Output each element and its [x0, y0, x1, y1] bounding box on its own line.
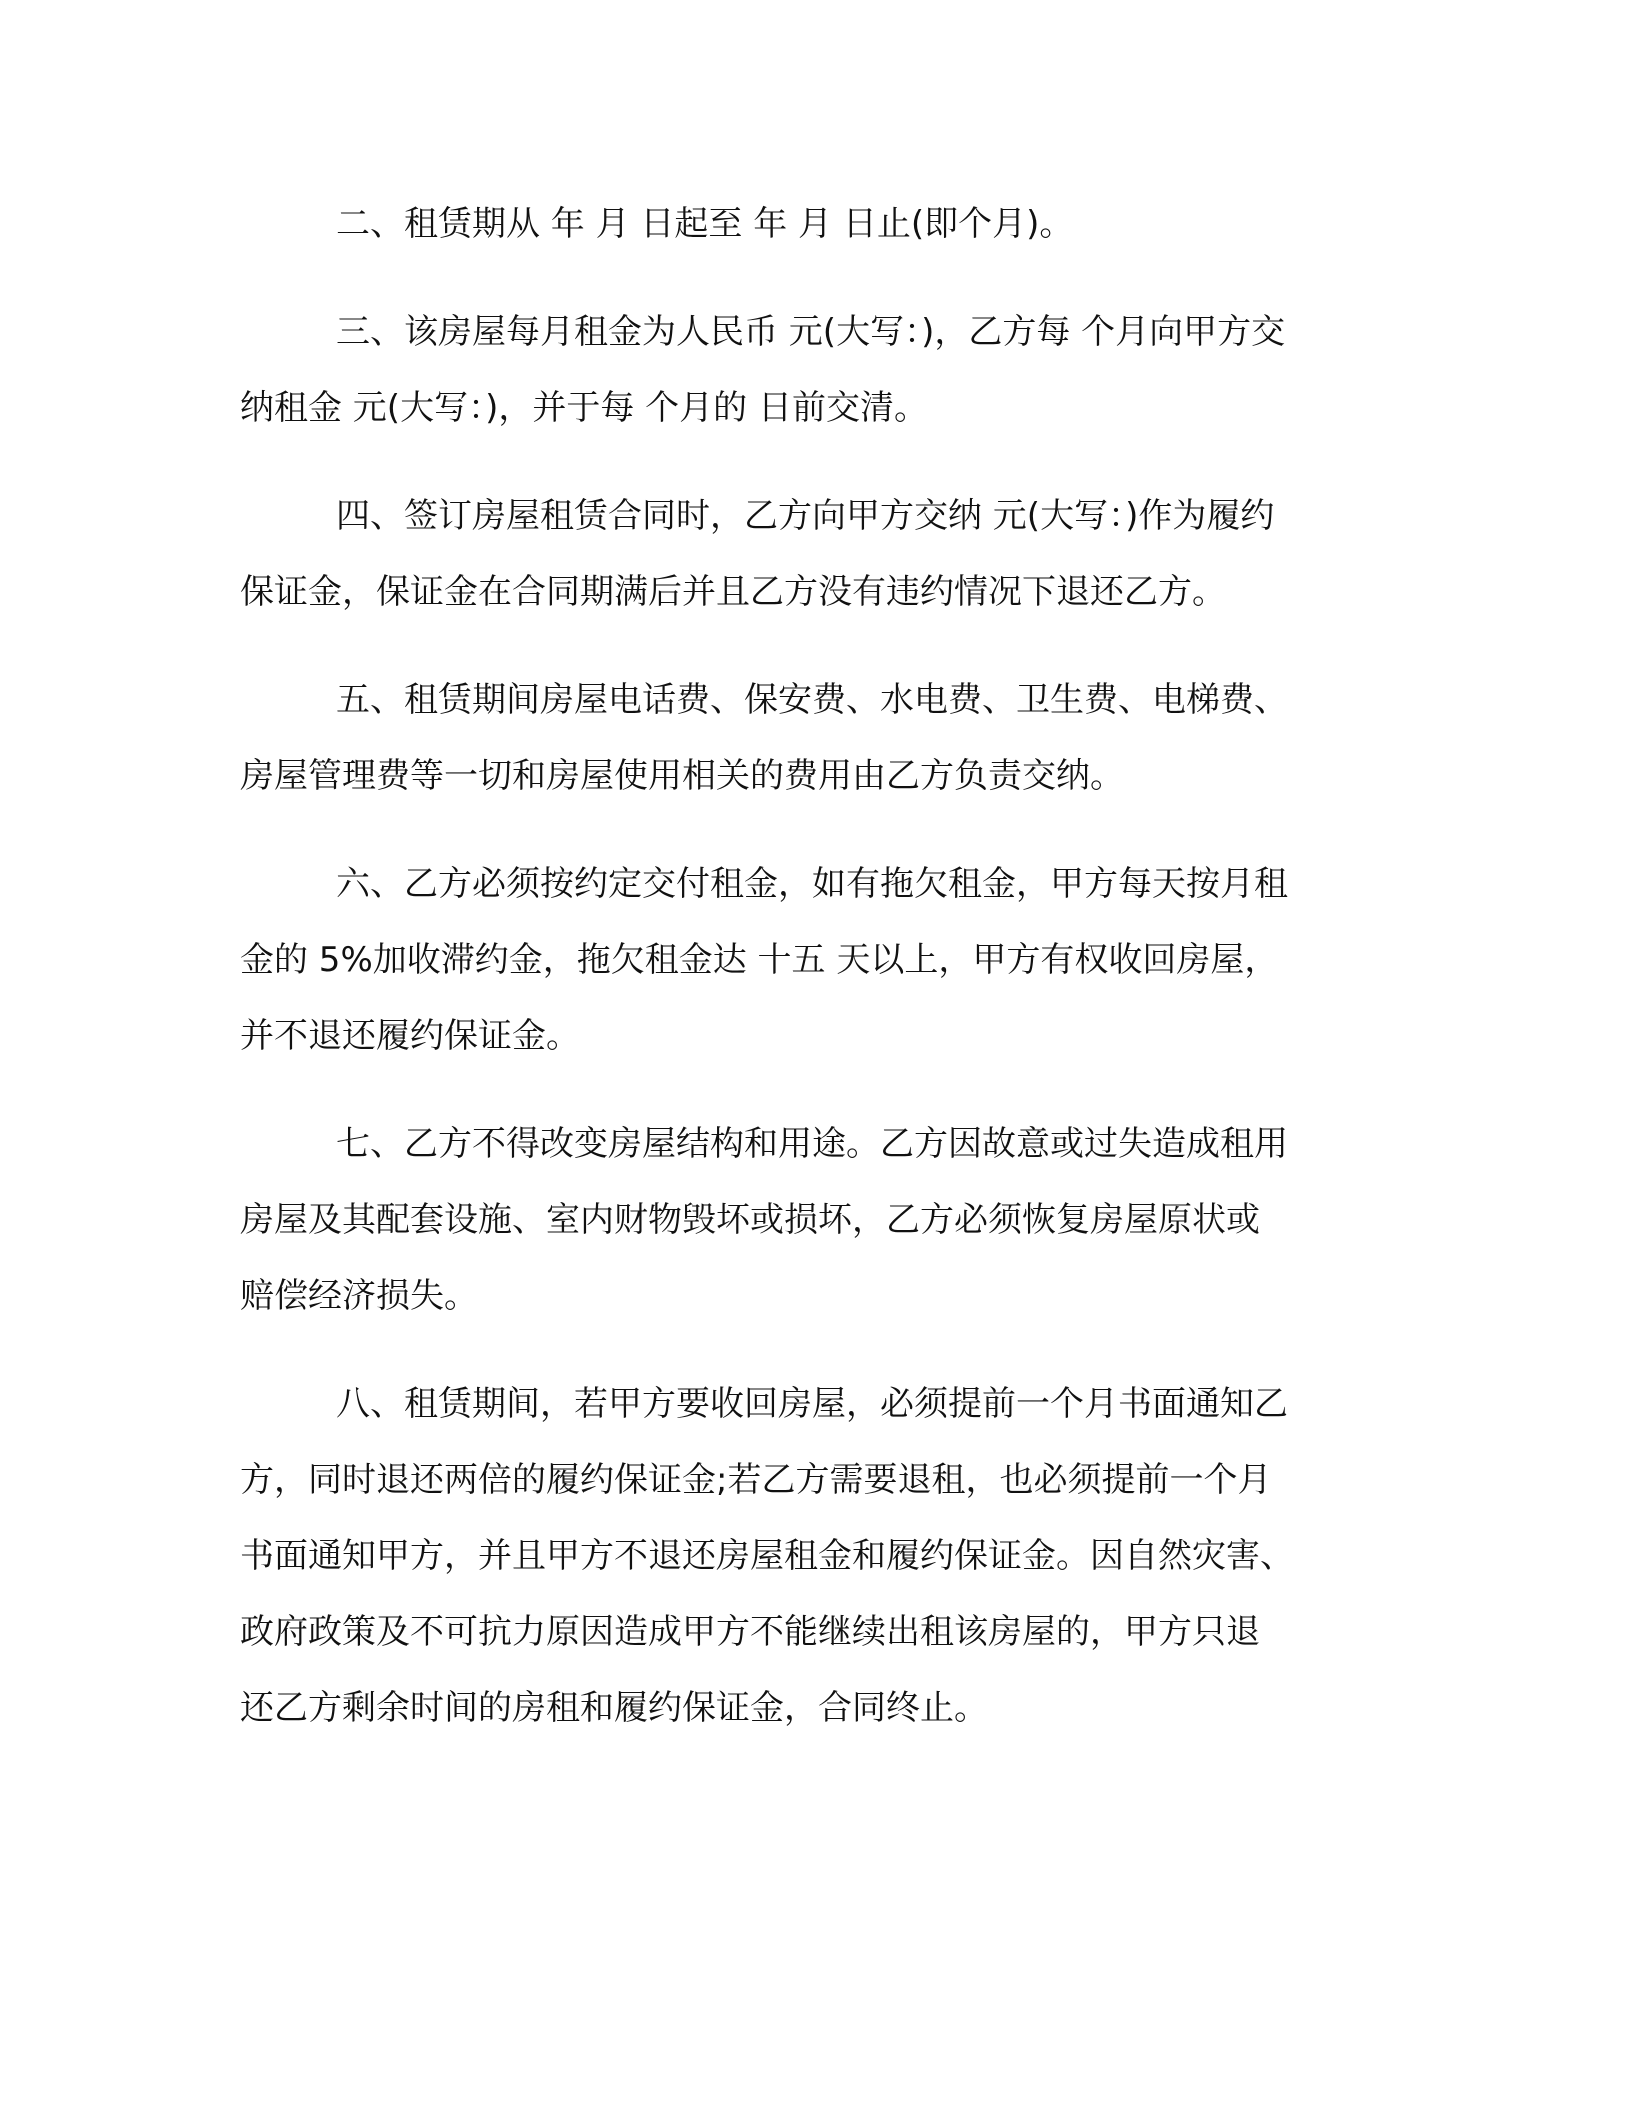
clause-8	[240, 1366, 1380, 1746]
clause-6	[240, 846, 1380, 1074]
clause-7-line-3: 赔偿经济损失。	[240, 1276, 478, 1316]
clause-8-line-2: 方，同时退还两倍的履约保证金;若乙方需要退租，也必须提前一个月	[240, 1460, 1272, 1500]
clause-3	[240, 294, 1380, 446]
clause-7-line-2: 房屋及其配套设施、室内财物毁坏或损坏，乙方必须恢复房屋原状或	[240, 1200, 1260, 1240]
document-body	[240, 186, 1380, 1778]
clause-6-line-3: 并不退还履约保证金。	[240, 1016, 580, 1056]
clause-8-line-1: 八、租赁期间，若甲方要收回房屋，必须提前一个月书面通知乙	[336, 1384, 1288, 1424]
clause-3-line-2: 纳租金 元(大写：)，并于每 个月的 日前交清。	[240, 388, 928, 428]
clause-7	[240, 1106, 1380, 1334]
clause-8-line-3: 书面通知甲方，并且甲方不退还房屋租金和履约保证金。因自然灾害、	[240, 1536, 1294, 1576]
clause-5	[240, 662, 1380, 814]
clause-5-line-1: 五、租赁期间房屋电话费、保安费、水电费、卫生费、电梯费、	[336, 680, 1288, 720]
clause-2	[240, 186, 1380, 262]
clause-7-line-1: 七、乙方不得改变房屋结构和用途。乙方因故意或过失造成租用	[336, 1124, 1288, 1164]
clause-8-line-4: 政府政策及不可抗力原因造成甲方不能继续出租该房屋的，甲方只退	[240, 1612, 1260, 1652]
clause-4-line-1: 四、签订房屋租赁合同时，乙方向甲方交纳 元(大写：)作为履约	[336, 496, 1275, 536]
clause-6-line-2: 金的 5%加收滞约金，拖欠租金达 十五 天以上，甲方有权收回房屋，	[240, 940, 1279, 980]
clause-4-line-2: 保证金，保证金在合同期满后并且乙方没有违约情况下退还乙方。	[240, 572, 1226, 612]
clause-2-line-1: 二、租赁期从 年 月 日起至 年 月 日止(即个月)。	[336, 204, 1074, 244]
clause-5-line-2: 房屋管理费等一切和房屋使用相关的费用由乙方负责交纳。	[240, 756, 1124, 796]
clause-4	[240, 478, 1380, 630]
clause-3-line-1: 三、该房屋每月租金为人民币 元(大写：)，乙方每 个月向甲方交	[336, 312, 1286, 352]
clause-6-line-1: 六、乙方必须按约定交付租金，如有拖欠租金，甲方每天按月租	[336, 864, 1288, 904]
clause-8-line-5: 还乙方剩余时间的房租和履约保证金，合同终止。	[240, 1688, 988, 1728]
